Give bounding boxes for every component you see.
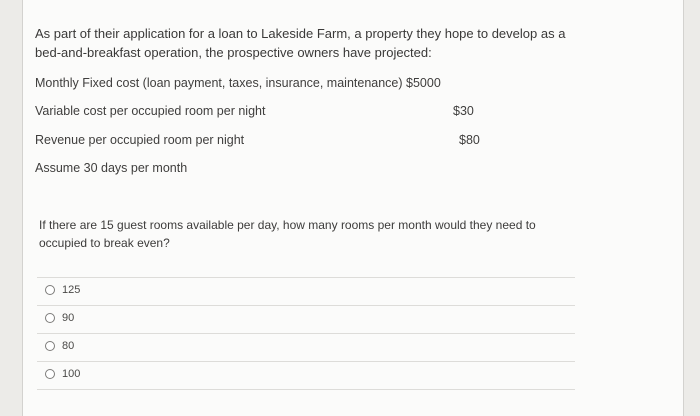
- answer-option-label: 125: [62, 284, 81, 296]
- radio-button[interactable]: [45, 341, 55, 351]
- question-panel: [22, 0, 684, 416]
- answer-option[interactable]: [45, 282, 80, 298]
- answer-option[interactable]: [45, 366, 80, 382]
- problem-intro: As part of their application for a loan to Lakeside Farm, a property they hope to develop as a bed-and-breakfast operation, the prospective owners have projected:: [35, 26, 566, 60]
- divider: [37, 361, 575, 362]
- divider: [37, 333, 575, 334]
- radio-button[interactable]: [45, 285, 55, 295]
- fixed-cost-line: Monthly Fixed cost (loan payment, taxes, insurance, maintenance) $5000: [35, 76, 441, 90]
- assumption-line: Assume 30 days per month: [35, 161, 188, 175]
- radio-button[interactable]: [45, 369, 55, 379]
- answer-option-label: 80: [62, 340, 75, 352]
- divider: [37, 389, 575, 390]
- answer-option-label: 100: [62, 368, 81, 380]
- answer-option[interactable]: [45, 310, 74, 326]
- divider: [37, 305, 575, 306]
- variable-cost-value: $30: [453, 104, 474, 118]
- divider: [37, 277, 575, 278]
- answer-option[interactable]: [45, 338, 74, 354]
- revenue-label: Revenue per occupied room per night: [35, 133, 245, 147]
- variable-cost-label: Variable cost per occupied room per night: [35, 104, 266, 118]
- revenue-value: $80: [459, 133, 480, 147]
- radio-button[interactable]: [45, 313, 55, 323]
- answer-option-label: 90: [62, 312, 75, 324]
- question-text: If there are 15 guest rooms available per day, how many rooms per month would they need to occupied to break even?: [39, 218, 536, 250]
